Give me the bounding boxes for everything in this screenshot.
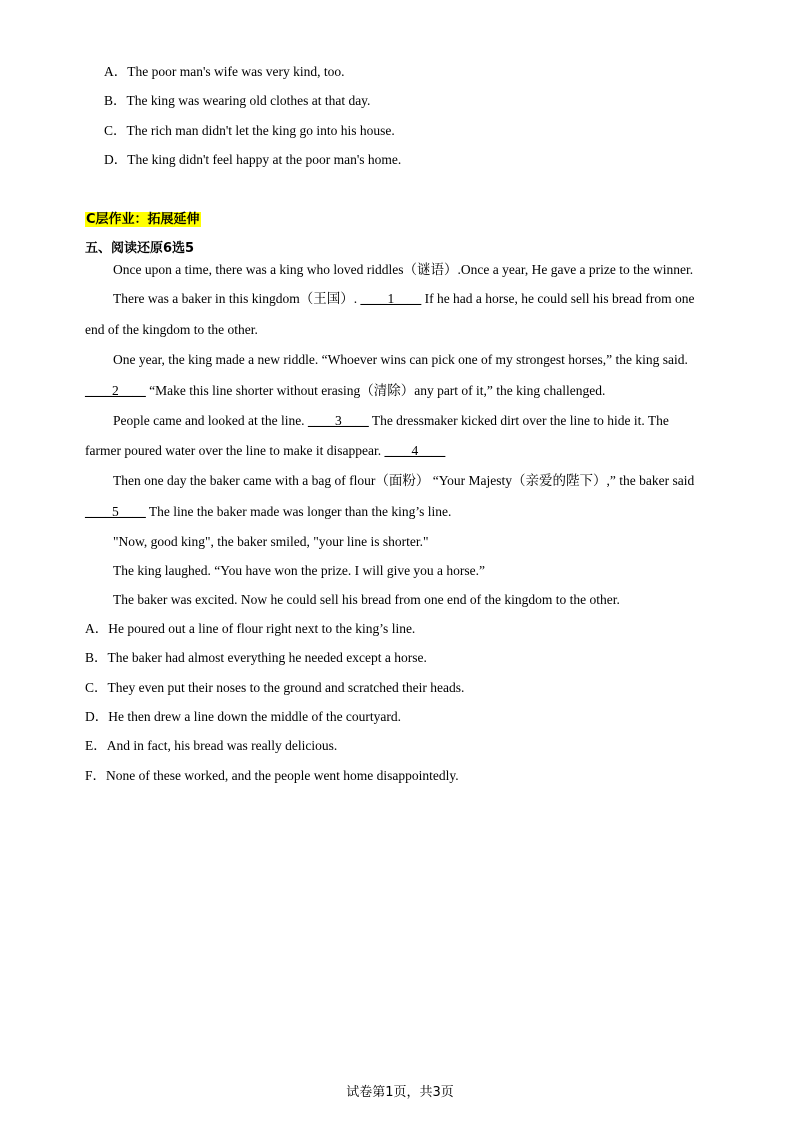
passage-text: The dressmaker kicked dirt over the line to hide it. The [368,413,669,428]
option-c: C．They even put their noses to the ground and scratched their heads. [85,680,465,695]
passage-text: If he had a horse, he could sell his bread from one [421,291,695,306]
option-d: D．He then drew a line down the middle of the courtyard. [85,709,402,724]
page-footer: 试卷第1页，共3页 [346,1085,454,1100]
prev-option-c: C．The rich man didn't let the king go into his house. [104,123,395,138]
passage-paragraph-8: The baker was excited. Now he could sell his bread from one end of the kingdom to the other. [113,592,620,607]
passage-paragraph-5: Then one day the baker came with a bag of flour（面粉） “Your Majesty（亲爱的陛下）,” the baker said [113,473,695,488]
blank-3: ____3____ [307,413,369,428]
section-c-title: C层作业：拓展延伸 [86,212,200,227]
passage-text: The line the baker made was longer than the king’s line. [145,504,452,519]
passage-paragraph-2 [113,290,695,308]
option-e: E．And in fact, his bread was really delicious. [85,738,338,753]
passage-paragraph-1: Once upon a time, there was a king who loved riddles（谜语）.Once a year, He gave a prize to the winner. [113,262,694,277]
passage-paragraph-7: The king laughed. “You have won the prize. I will give you a horse.” [113,563,486,578]
passage-paragraph-4 [113,412,669,430]
blank-2: ____2____ [85,383,146,398]
blank-4: ____4____ [384,443,446,458]
passage-paragraph-3: One year, the king made a new riddle. “Whoever wins can pick one of my strongest horses,” the king said. [113,352,688,367]
section-five-title: 五、阅读还原6选5 [85,241,195,256]
passage-paragraph-5-cont [85,503,451,521]
option-a: A．He poured out a line of flour right next to the king’s line. [85,621,416,636]
blank-1: ____1____ [360,291,422,306]
passage-text: People came and looked at the line. [113,413,308,428]
prev-option-a: A．The poor man's wife was very kind, too. [104,64,345,79]
prev-option-b: B．The king was wearing old clothes at that day. [104,93,371,108]
passage-text: farmer poured water over the line to make it disappear. [85,443,385,458]
passage-paragraph-3-cont [85,382,605,400]
option-b: B．The baker had almost everything he needed except a horse. [85,650,427,665]
passage-paragraph-2-cont: end of the kingdom to the other. [85,322,258,337]
prev-option-d: D．The king didn't feel happy at the poor man's home. [104,152,402,167]
passage-text: “Make this line shorter without erasing（清除）any part of it,” the king challenged. [145,383,606,398]
option-f: F．None of these worked, and the people went home disappointedly. [85,768,459,783]
passage-paragraph-6: "Now, good king", the baker smiled, "your line is shorter." [113,534,429,549]
passage-paragraph-4-cont [85,442,445,460]
section-c-heading [85,210,201,229]
passage-text: There was a baker in this kingdom（王国）. [113,291,361,306]
blank-5: ____5____ [85,504,146,519]
